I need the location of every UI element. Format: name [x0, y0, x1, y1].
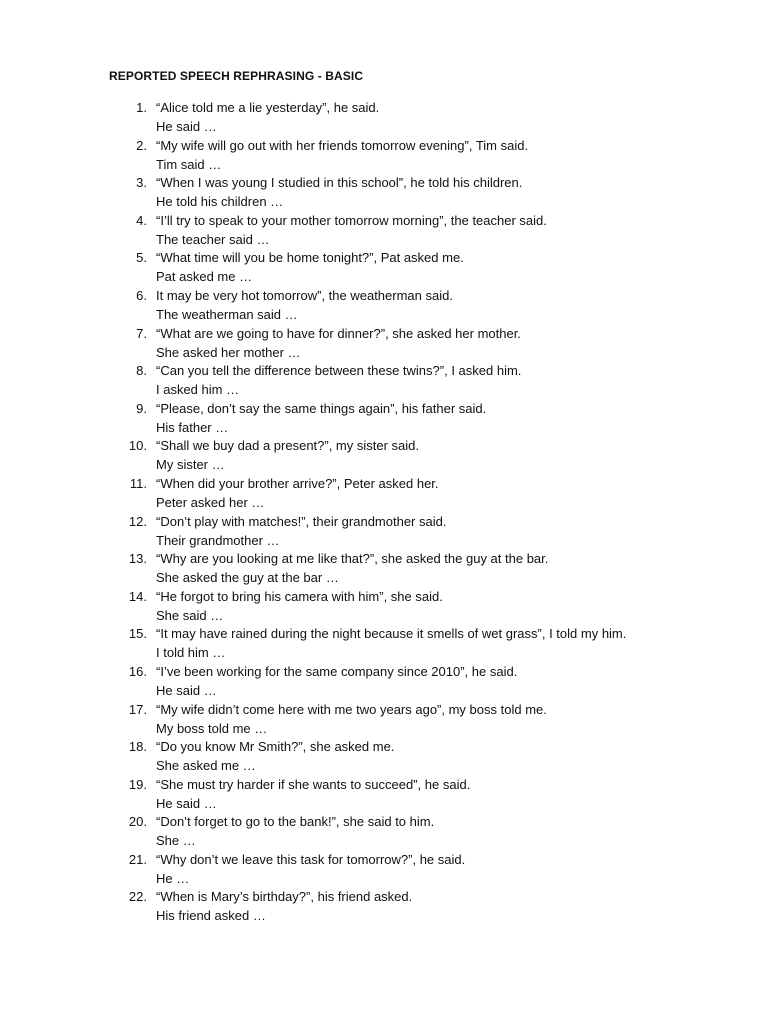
item-quote: “Please, don’t say the same things again”, his father said. — [156, 400, 487, 416]
item-prompt: Tim said … — [156, 156, 222, 172]
item-quote: “My wife will go out with her friends tomorrow evening”, Tim said. — [156, 137, 529, 153]
item-quote: “What time will you be home tonight?”, Pat asked me. — [156, 250, 464, 266]
list-item — [0, 248, 768, 286]
item-prompt: She asked me … — [156, 758, 256, 774]
item-number: 17. — [128, 701, 147, 717]
item-quote: “It may have rained during the night because it smells of wet grass”, I told my him. — [156, 626, 627, 642]
item-prompt: I told him … — [156, 645, 226, 661]
list-item — [0, 512, 768, 550]
item-prompt: His friend asked … — [156, 908, 266, 924]
item-quote: “Why don’t we leave this task for tomorrow?”, he said. — [156, 851, 466, 867]
item-number: 11. — [129, 475, 147, 491]
item-prompt: I asked him … — [156, 382, 240, 398]
item-number: 1. — [136, 100, 147, 115]
item-prompt: My sister … — [156, 457, 225, 473]
item-quote: “When is Mary’s birthday?”, his friend asked. — [156, 889, 413, 905]
item-number: 7. — [136, 325, 147, 341]
item-quote: “Do you know Mr Smith?”, she asked me. — [156, 739, 395, 755]
item-quote: “What are we going to have for dinner?”, she asked her mother. — [156, 325, 521, 341]
item-quote: “Can you tell the difference between these twins?”, I asked him. — [156, 363, 522, 379]
item-prompt: He said … — [156, 682, 217, 698]
list-item — [0, 286, 768, 324]
list-item — [0, 624, 768, 662]
item-quote: “When I was young I studied in this school”, he told his children. — [156, 175, 523, 191]
list-item — [0, 587, 768, 625]
page-title: REPORTED SPEECH REPHRASING - BASIC — [109, 69, 364, 83]
list-item — [0, 436, 768, 474]
item-prompt: He said … — [156, 119, 217, 134]
item-prompt: She … — [156, 833, 196, 849]
list-item — [0, 474, 768, 512]
list-item — [0, 136, 768, 174]
list-item — [0, 887, 768, 925]
item-quote: “Shall we buy dad a present?”, my sister said. — [156, 438, 420, 454]
item-quote: “I’ll try to speak to your mother tomorrow morning”, the teacher said. — [156, 212, 547, 228]
item-quote: “Don’t forget to go to the bank!”, she said to him. — [156, 814, 435, 830]
list-item — [0, 399, 768, 437]
item-quote: “When did your brother arrive?”, Peter asked her. — [156, 475, 439, 491]
item-number: 22. — [128, 889, 147, 905]
item-number: 5. — [136, 250, 147, 266]
item-prompt: She said … — [156, 607, 224, 623]
item-number: 4. — [136, 212, 147, 228]
item-prompt: She asked her mother … — [156, 344, 301, 360]
item-number: 13. — [128, 551, 147, 567]
item-prompt: My boss told me … — [156, 720, 268, 736]
item-number: 6. — [136, 287, 147, 303]
item-quote: “She must try harder if she wants to succeed”, he said. — [156, 776, 471, 792]
list-item — [0, 211, 768, 249]
item-prompt: He … — [156, 870, 190, 886]
item-quote: “Why are you looking at me like that?”, she asked the guy at the bar. — [156, 551, 549, 567]
item-prompt: The weatherman said … — [156, 306, 298, 322]
list-item — [0, 812, 768, 850]
item-prompt: His father … — [156, 419, 229, 435]
list-item — [0, 173, 768, 211]
item-number: 18. — [128, 739, 147, 755]
item-quote: “Alice told me a lie yesterday”, he said. — [156, 100, 380, 115]
item-number: 20. — [128, 814, 147, 830]
item-quote: “He forgot to bring his camera with him”, she said. — [156, 588, 443, 604]
list-item — [0, 850, 768, 888]
item-prompt: He told his children … — [156, 194, 284, 210]
item-prompt: She asked the guy at the bar … — [156, 570, 339, 586]
item-quote: “I’ve been working for the same company since 2010”, he said. — [156, 663, 518, 679]
item-quote: “Don’t play with matches!”, their grandmother said. — [156, 513, 447, 529]
item-prompt: The teacher said … — [156, 231, 270, 247]
item-prompt: Their grandmother … — [156, 532, 280, 548]
item-quote: “My wife didn’t come here with me two years ago”, my boss told me. — [156, 701, 547, 717]
list-item — [0, 324, 768, 362]
list-item — [0, 775, 768, 813]
item-number: 2. — [136, 137, 147, 153]
exercise-list — [0, 98, 768, 925]
item-prompt: Peter asked her … — [156, 494, 265, 510]
item-number: 19. — [128, 776, 147, 792]
item-number: 3. — [136, 175, 147, 191]
item-number: 8. — [136, 363, 147, 379]
item-prompt: He said … — [156, 795, 217, 811]
list-item — [0, 662, 768, 700]
item-quote: It may be very hot tomorrow”, the weatherman said. — [156, 287, 453, 303]
item-number: 14. — [128, 588, 147, 604]
item-number: 10. — [128, 438, 147, 454]
list-item — [0, 98, 768, 136]
list-item — [0, 737, 768, 775]
list-item — [0, 549, 768, 587]
item-number: 15. — [128, 626, 147, 642]
item-prompt: Pat asked me … — [156, 269, 253, 285]
item-number: 9. — [136, 400, 147, 416]
item-number: 16. — [128, 663, 147, 679]
list-item — [0, 700, 768, 738]
item-number: 21. — [128, 851, 147, 867]
item-number: 12. — [128, 513, 147, 529]
list-item — [0, 361, 768, 399]
